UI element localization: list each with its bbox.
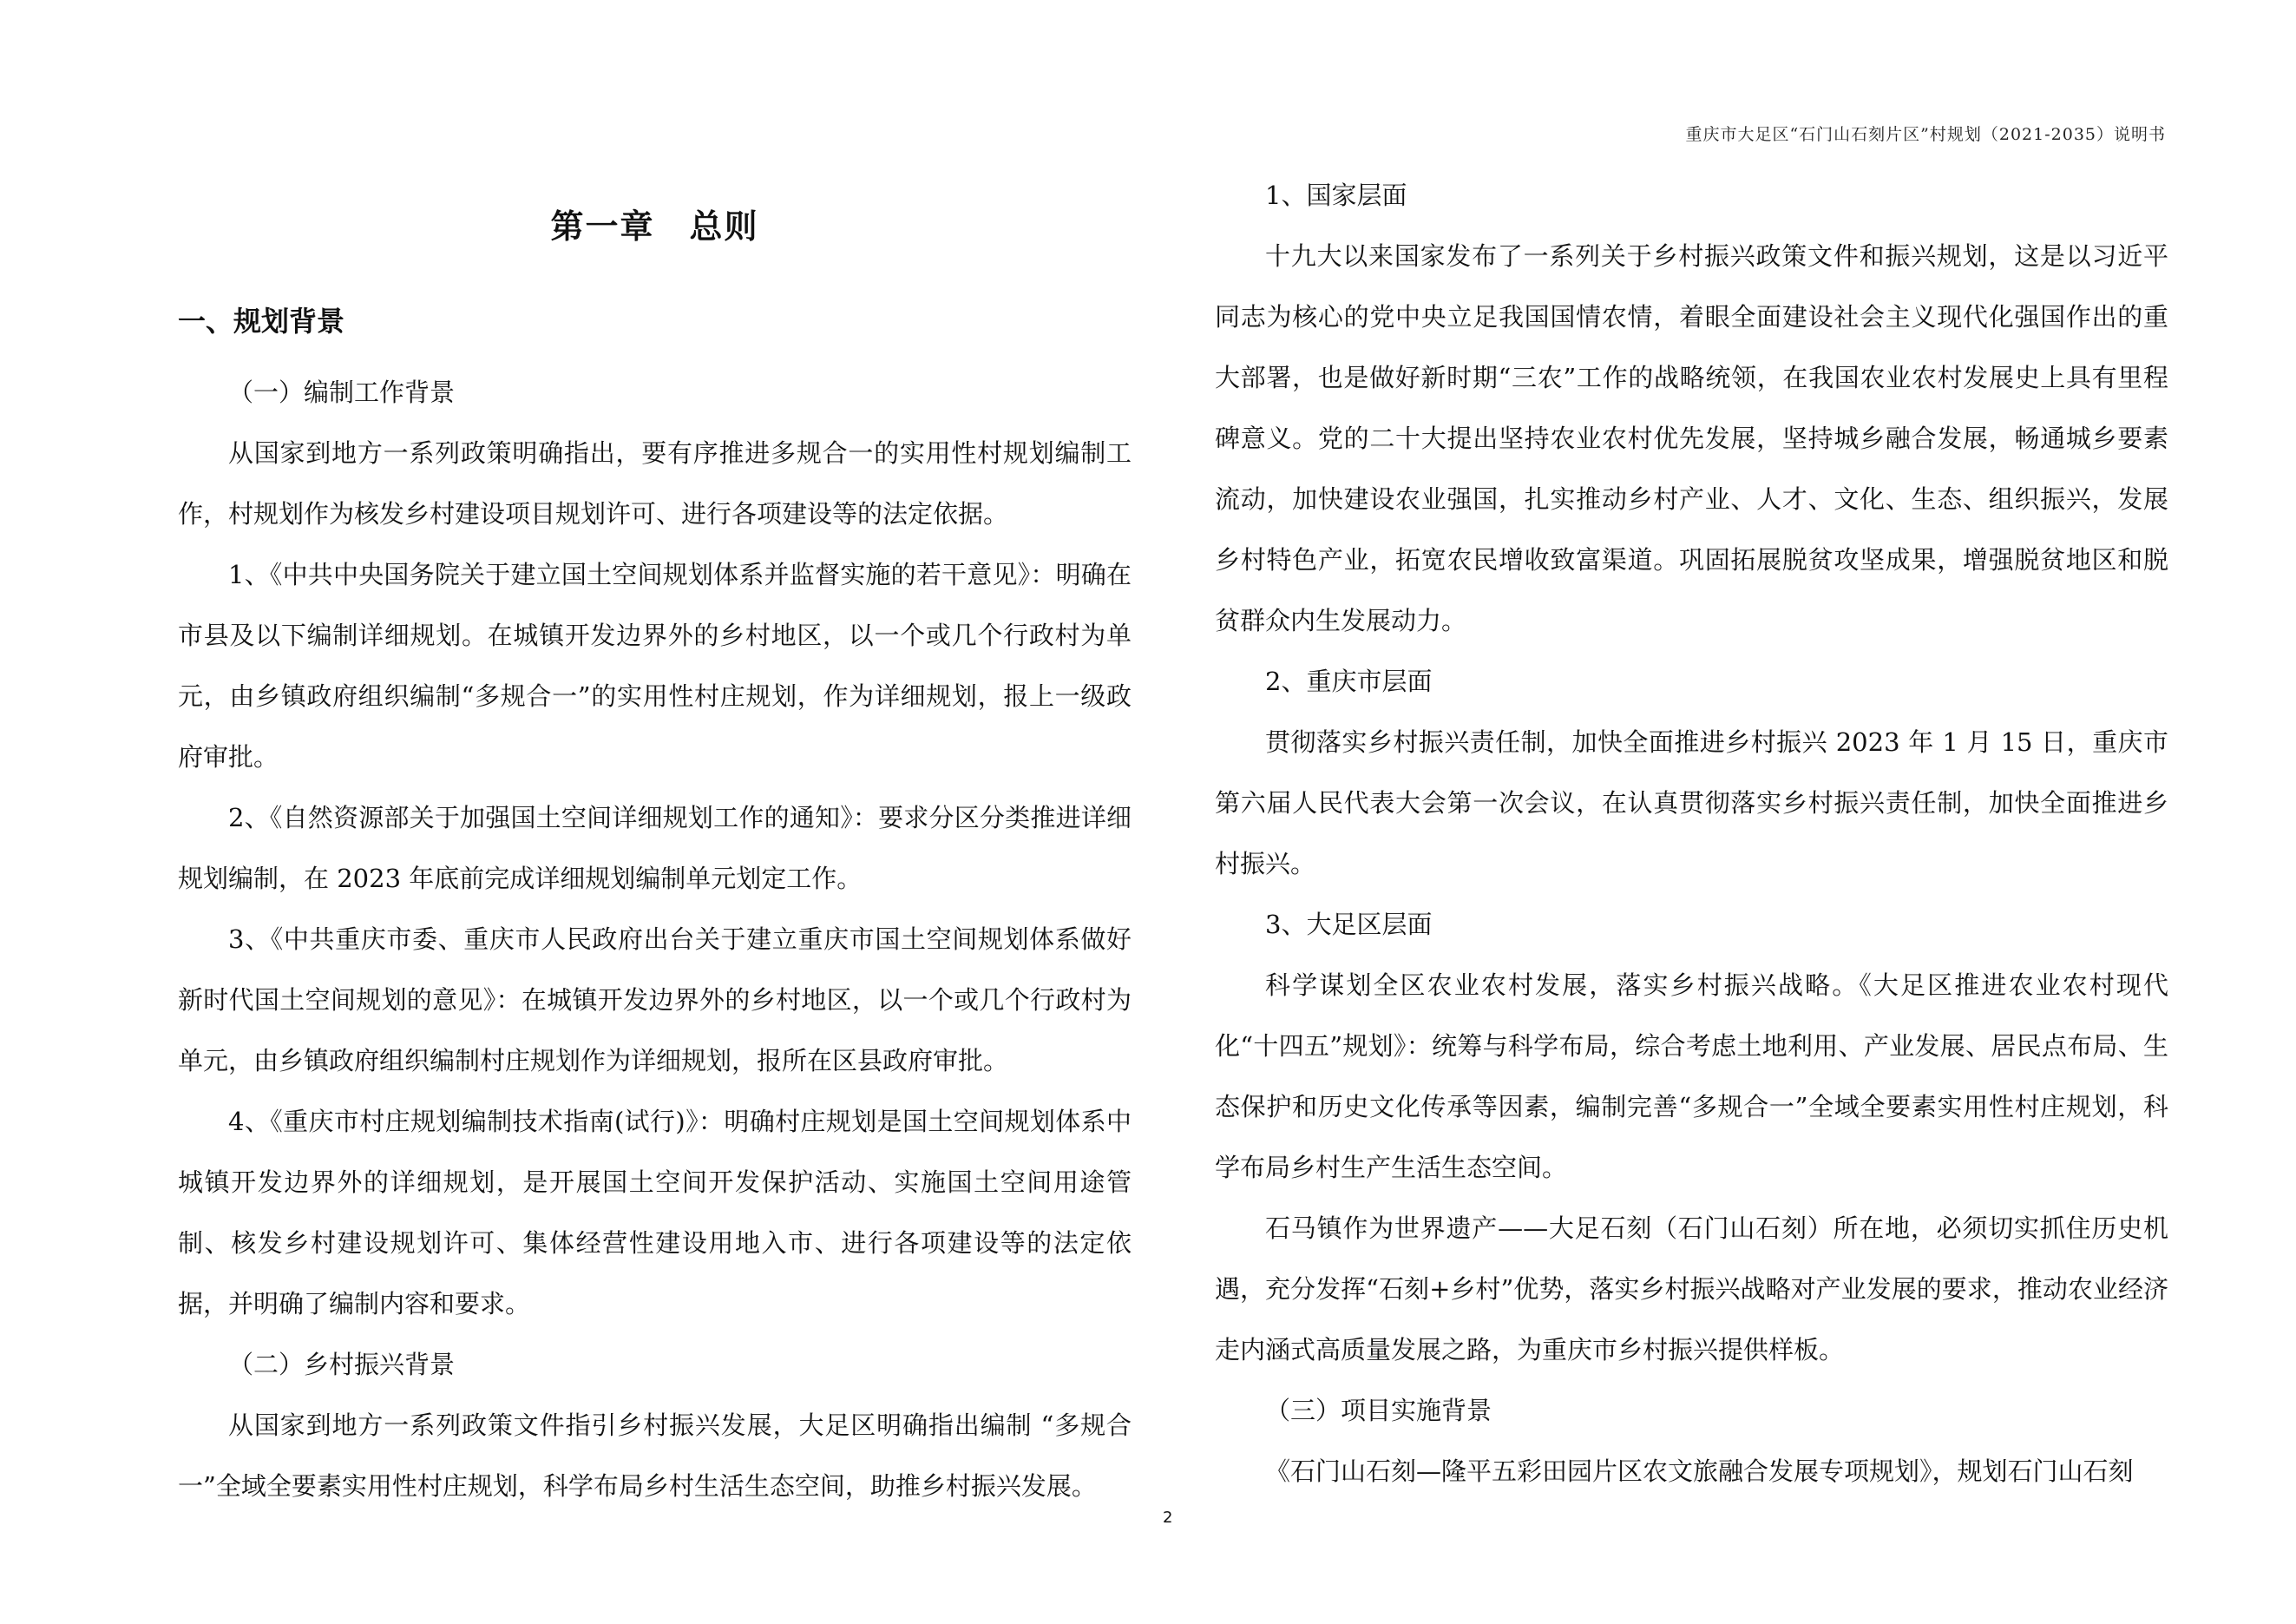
subheading: 2、重庆市层面 bbox=[1265, 667, 1433, 696]
paragraph: 科学谋划全区农业农村发展，落实乡村振兴战略。《大足区推进农业农村现代化“十四五”规划》：统筹与科学布局，综合考虑土地利用、产业发展、居民点布局、生态保护和历史文化传承等因素，编制完善“多规合一”全域全要素实用性村庄规划，科学布局乡村生产生活生态空间。 bbox=[1215, 970, 2168, 1182]
left-column bbox=[178, 165, 1132, 1516]
subsection-title: （三）项目实施背景 bbox=[1265, 1396, 1492, 1425]
subsection-title: （一）编制工作背景 bbox=[228, 378, 456, 407]
subheading: 3、大足区层面 bbox=[1265, 910, 1433, 939]
paragraph: 4、《重庆市村庄规划编制技术指南(试行)》：明确村庄规划是国土空间规划体系中城镇开发边界外的详细规划，是开展国土空间开发保护活动、实施国土空间用途管制、核发乡村建设规划许可、集体经营性建设用地入市、进行各项建设等的法定依据，并明确了编制内容和要求。 bbox=[178, 1107, 1132, 1318]
right-column bbox=[1215, 165, 2168, 1502]
subheading: 1、国家层面 bbox=[1265, 181, 1407, 210]
page-number: 2 bbox=[1163, 1509, 1173, 1527]
section-title: 一、规划背景 bbox=[178, 305, 345, 338]
chapter-title: 第一章 总则 bbox=[550, 207, 759, 246]
subsection-title: （二）乡村振兴背景 bbox=[228, 1350, 456, 1379]
paragraph: 从国家到地方一系列政策文件指引乡村振兴发展，大足区明确指出编制 “多规合一”全域全要素实用性村庄规划，科学布局乡村生活生态空间，助推乡村振兴发展。 bbox=[178, 1410, 1132, 1501]
page-header: 重庆市大足区“石门山石刻片区”村规划（2021-2035）说明书 bbox=[1685, 125, 2166, 144]
paragraph: 贯彻落实乡村振兴责任制，加快全面推进乡村振兴 2023 年 1 月 15 日，重庆市第六届人民代表大会第一次会议，在认真贯彻落实乡村振兴责任制，加快全面推进乡村振兴。 bbox=[1215, 727, 2168, 878]
paragraph: 十九大以来国家发布了一系列关于乡村振兴政策文件和振兴规划，这是以习近平同志为核心的党中央立足我国国情农情，着眼全面建设社会主义现代化强国作出的重大部署，也是做好新时期“三农”工作的战略统领，在我国农业农村发展史上具有里程碑意义。党的二十大提出坚持农业农村优先发展，坚持城乡融合发展，畅通城乡要素流动，加快建设农业强国，扎实推动乡村产业、人才、文化、生态、组织振兴，发展乡村特色产业，拓宽农民增收致富渠道。巩固拓展脱贫攻坚成果，增强脱贫地区和脱贫群众内生发展动力。 bbox=[1215, 241, 2168, 635]
paragraph: 2、《自然资源部关于加强国土空间详细规划工作的通知》：要求分区分类推进详细规划编制，在 2023 年底前完成详细规划编制单元划定工作。 bbox=[178, 803, 1132, 893]
paragraph: 从国家到地方一系列政策明确指出，要有序推进多规合一的实用性村规划编制工作，村规划作为核发乡村建设项目规划许可、进行各项建设等的法定依据。 bbox=[178, 438, 1132, 529]
paragraph: 3、《中共重庆市委、重庆市人民政府出台关于建立重庆市国土空间规划体系做好新时代国土空间规划的意见》：在城镇开发边界外的乡村地区，以一个或几个行政村为单元，由乡镇政府组织编制村庄规划作为详细规划，报所在区县政府审批。 bbox=[178, 924, 1132, 1075]
paragraph: 1、《中共中央国务院关于建立国土空间规划体系并监督实施的若干意见》：明确在市县及以下编制详细规划。在城镇开发边界外的乡村地区，以一个或几个行政村为单元，由乡镇政府组织编制“多规合一”的实用性村庄规划，作为详细规划，报上一级政府审批。 bbox=[178, 560, 1132, 772]
paragraph: 石马镇作为世界遗产——大足石刻（石门山石刻）所在地，必须切实抓住历史机遇，充分发挥“石刻+乡村”优势，落实乡村振兴战略对产业发展的要求，推动农业经济走内涵式高质量发展之路，为重庆市乡村振兴提供样板。 bbox=[1215, 1213, 2168, 1364]
paragraph: 《石门山石刻—隆平五彩田园片区农文旅融合发展专项规划》，规划石门山石刻 bbox=[1265, 1456, 2134, 1486]
